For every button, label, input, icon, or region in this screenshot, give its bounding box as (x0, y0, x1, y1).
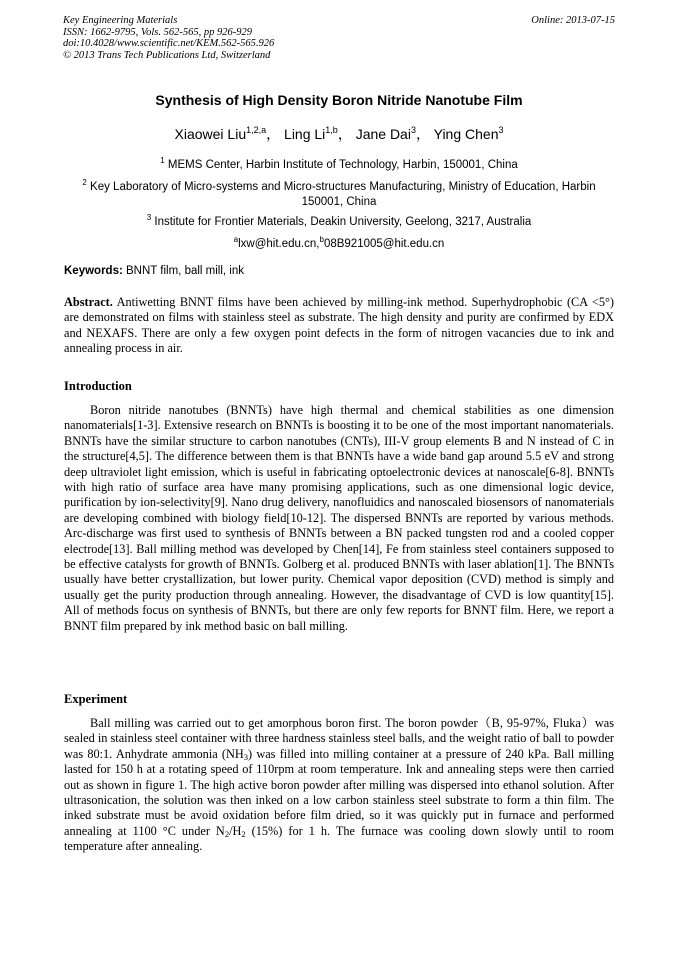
author-separator: ， (337, 126, 352, 142)
keywords-text: BNNT film, ball mill, ink (126, 265, 244, 277)
author-name: Ying Chen (433, 126, 499, 142)
introduction-text: Boron nitride nanotubes (BNNTs) have high thermal and chemical stabilities as one dimension nanomaterials[1-3]. Extensive research on BNNTs is boosting it to be one of the most important nanomaterials. BNNTs have the similar structure to carbon nanotubes (CNTs), III-V group elements B and N instead of C in the structure[4,5]. The difference between them is that BNNTs have a wide band gap around 5.5 eV and strong deep ultraviolet light emission, which is useful in fabricating optoelectronic devices at nanoscale[6-8]. BNNTs with high ratio of surface area have many promising applications, such as one dimensional logic device, purification by ion-selectivity[9]. Nano drug delivery, nanofluidics and nanoscaled biosensors of nanomaterials are developing combined with biology field[10-12]. The dispersed BNNTs are reported by various methods. Arc-discharge was first used to synthesis of BNNTs between a BN packed tungsten rod and a cooled copper electrode[13]. Ball milling method was developed by Chen[14], Fe from stainless steel containers supposed to be effective catalysts for growth of BNNTs. Golberg et al. produced BNNTs with laser ablation[1]. The BNNTs usually have better crystallization, but lower purity. Chemical vapor deposition (CVD) method is simply and usually get the purity production through annealing. However, the disadvantage of CVD is low quantity[15]. All of methods focus on synthesis of BNNTs, but there are only few reports for BNNT film. Here, we report a BNNT film prepared by ink method basic on ball milling. (64, 403, 614, 633)
subscript: 2 (224, 828, 230, 839)
experiment-text: /H (229, 823, 242, 838)
affiliation-mark: 3 (146, 213, 152, 222)
author-affiliation-mark: 3 (498, 125, 504, 135)
author-separator: ， (415, 126, 430, 142)
author-affiliation-mark: 3 (410, 125, 416, 135)
journal-name: Key Engineering Materials (63, 15, 178, 26)
affiliation-1 (64, 158, 614, 173)
abstract-text: Antiwetting BNNT films have been achieved by milling-ink method. Superhydrophobic (CA <5°) are demonstrated on films with stainless steel as substrate. The high density and purity are confirmed by EDX and NEXAFS. There are only a few oxygen point defects in the form of nitrogen vacancies due to ink and annealing process in air. (64, 295, 614, 356)
affiliation-mark: 1 (160, 156, 165, 165)
experiment-heading: Experiment (64, 692, 128, 706)
author-affiliation-mark: 1,b (325, 125, 338, 135)
author-emails (64, 237, 614, 252)
author-name: Xiaowei Liu (174, 126, 247, 142)
author-name: Ling Li (284, 126, 326, 142)
affiliation-3 (64, 215, 614, 230)
introduction-heading: Introduction (64, 379, 132, 393)
email-link[interactable]: 08B921005@hit.edu.cn (323, 238, 445, 250)
email-mark: b (319, 235, 324, 244)
affiliation-text: Institute for Frontier Materials, Deakin University, Geelong, 3217, Australia (154, 216, 532, 228)
abstract-label: Abstract. (64, 295, 113, 309)
abstract (64, 295, 614, 357)
keywords (64, 265, 244, 277)
experiment-text: (15%) for 1 h. The furnace was cooling down slowly until to room temperature after annealing. (64, 823, 615, 854)
copyright-line: © 2013 Trans Tech Publications Ltd, Switzerland (63, 49, 271, 61)
keywords-label: Keywords: (64, 265, 123, 277)
author-affiliation-mark: 1,2,a (246, 125, 267, 135)
experiment-paragraph (64, 716, 614, 855)
journal-header (63, 15, 274, 61)
introduction-paragraph (64, 403, 614, 634)
issn-line: ISSN: 1662-9795, Vols. 562-565, pp 926-929 (63, 26, 252, 38)
email-mark: a (233, 235, 239, 244)
affiliation-text: Key Laboratory of Micro-systems and Micro-structures Manufacturing, Ministry of Education, Harbin 150001, China (90, 181, 596, 208)
author-name: Jane Dai (355, 126, 411, 142)
paper-title: Synthesis of High Density Boron Nitride Nanotube Film (155, 92, 523, 108)
doi-line: doi:10.4028/www.scientific.net/KEM.562-565.926 (63, 38, 275, 50)
subscript: 2 (241, 828, 246, 839)
author-separator: ， (266, 126, 281, 142)
online-date: Online: 2013-07-15 (531, 15, 615, 26)
experiment-text: Ball milling was carried out to get amorphous boron first. The boron powder（B, 95-97%, Fluka）was sealed in stainless steel container with three hardness stainless steel balls, and the weight ratio of ball to powder was 80:1. Anhydrate ammonia (NH (64, 716, 614, 761)
affiliation-mark: 2 (82, 178, 87, 187)
affiliation-text: MEMS Center, Harbin Institute of Technology, Harbin, 150001, China (167, 159, 518, 171)
author-list (0, 124, 678, 144)
experiment-text: ) was filled into milling container at a pressure of 240 kPa. Ball milling lasted for 150 h at a rotating speed of 110rpm at room temperature. Ink and annealing steps were then carried out as shown in figure 1. The high active boron powder after milling was dispersed into ethanol solution. After ultrasonication, the solution was then inked on a low carbon stainless steel substrate to form a thin film. The inked substrate must be avoid oxidation before film dried, so it was quickly put in furnace and performed annealing at 1100 °C under N (64, 746, 614, 838)
email-link[interactable]: lxw@hit.edu.cn, (238, 238, 320, 250)
affiliation-2 (64, 180, 614, 209)
subscript: 3 (243, 751, 249, 762)
